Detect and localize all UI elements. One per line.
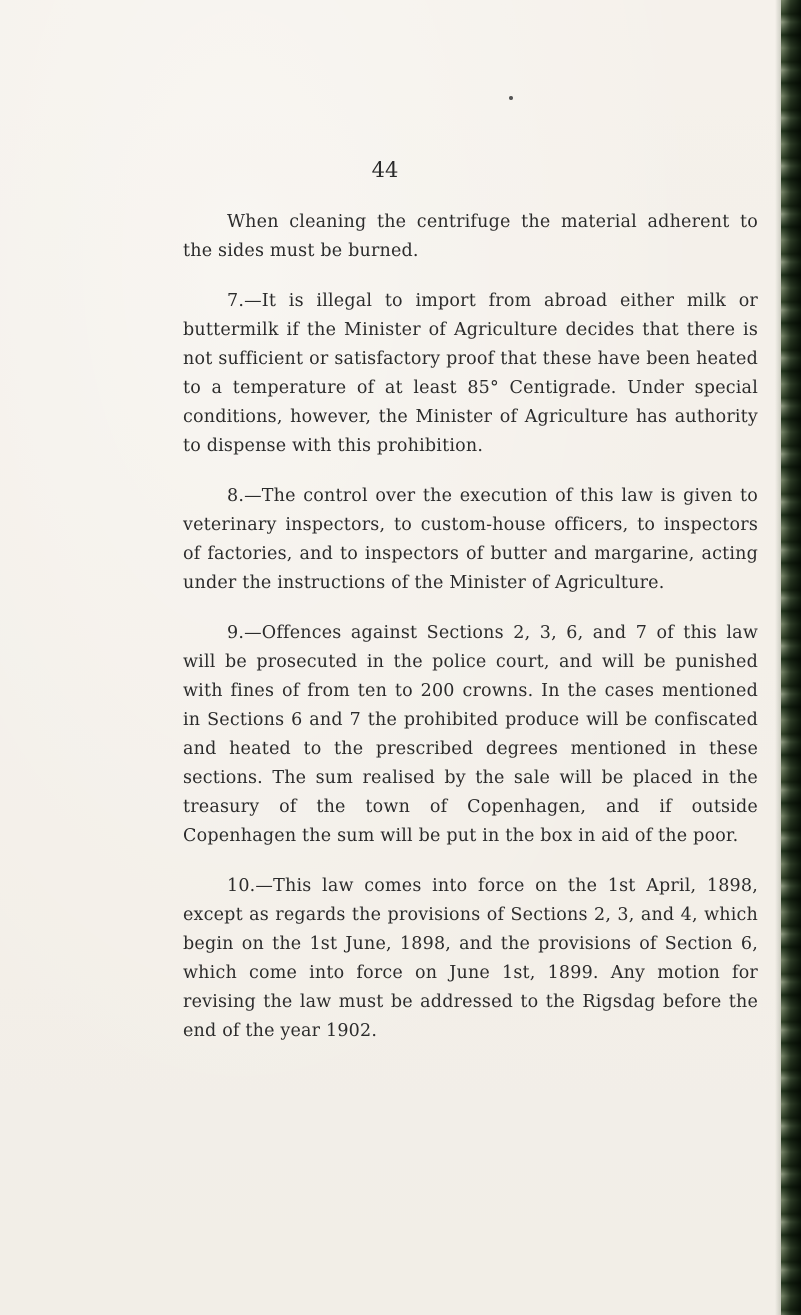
paragraph-centrifuge: When cleaning the centrifuge the material adherent to the sides must be burned. xyxy=(183,212,758,261)
paragraph-section-10: 10.—This law comes into force on the 1st April, 1898, except as regards the provisions of Sections 2, 3, and 4, which begin on the 1st June, 1898, and the provisions of Section 6, which come into force on June 1st, 1899. Any motion for revising the law must be addressed to the Rigsdag before the end of the year 1902. xyxy=(183,876,758,1041)
page-number: 44 xyxy=(371,158,399,182)
paragraph-section-7: 7.—It is illegal to import from abroad either milk or buttermilk if the Minister of Agriculture decides that there is not sufficient or satisfactory proof that these have been heated to a temperature of at least 85° Centigrade. Under special conditions, however, the Minister of Agriculture has authority to dispense with this prohibition. xyxy=(183,291,758,456)
book-binding-edge xyxy=(775,0,801,1315)
ink-speck xyxy=(509,96,513,100)
paragraph-section-8: 8.—The control over the execution of this law is given to veterinary inspectors, to custom-house officers, to inspectors of factories, and to inspectors of butter and margarine, acting under the instructions of the Minister of Agriculture. xyxy=(183,486,758,593)
paragraph-section-9: 9.—Offences against Sections 2, 3, 6, and 7 of this law will be prosecuted in the police court, and will be punished with fines of from ten to 200 crowns. In the cases mentioned in Sections 6 and 7 the prohibited produce will be confiscated and heated to the prescribed degrees mentioned in these sections. The sum realised by the sale will be placed in the treasury of the town of Copenhagen, and if outside Copenhagen the sum will be put in the box in aid of the poor. xyxy=(183,623,758,846)
body-text xyxy=(183,208,758,1067)
